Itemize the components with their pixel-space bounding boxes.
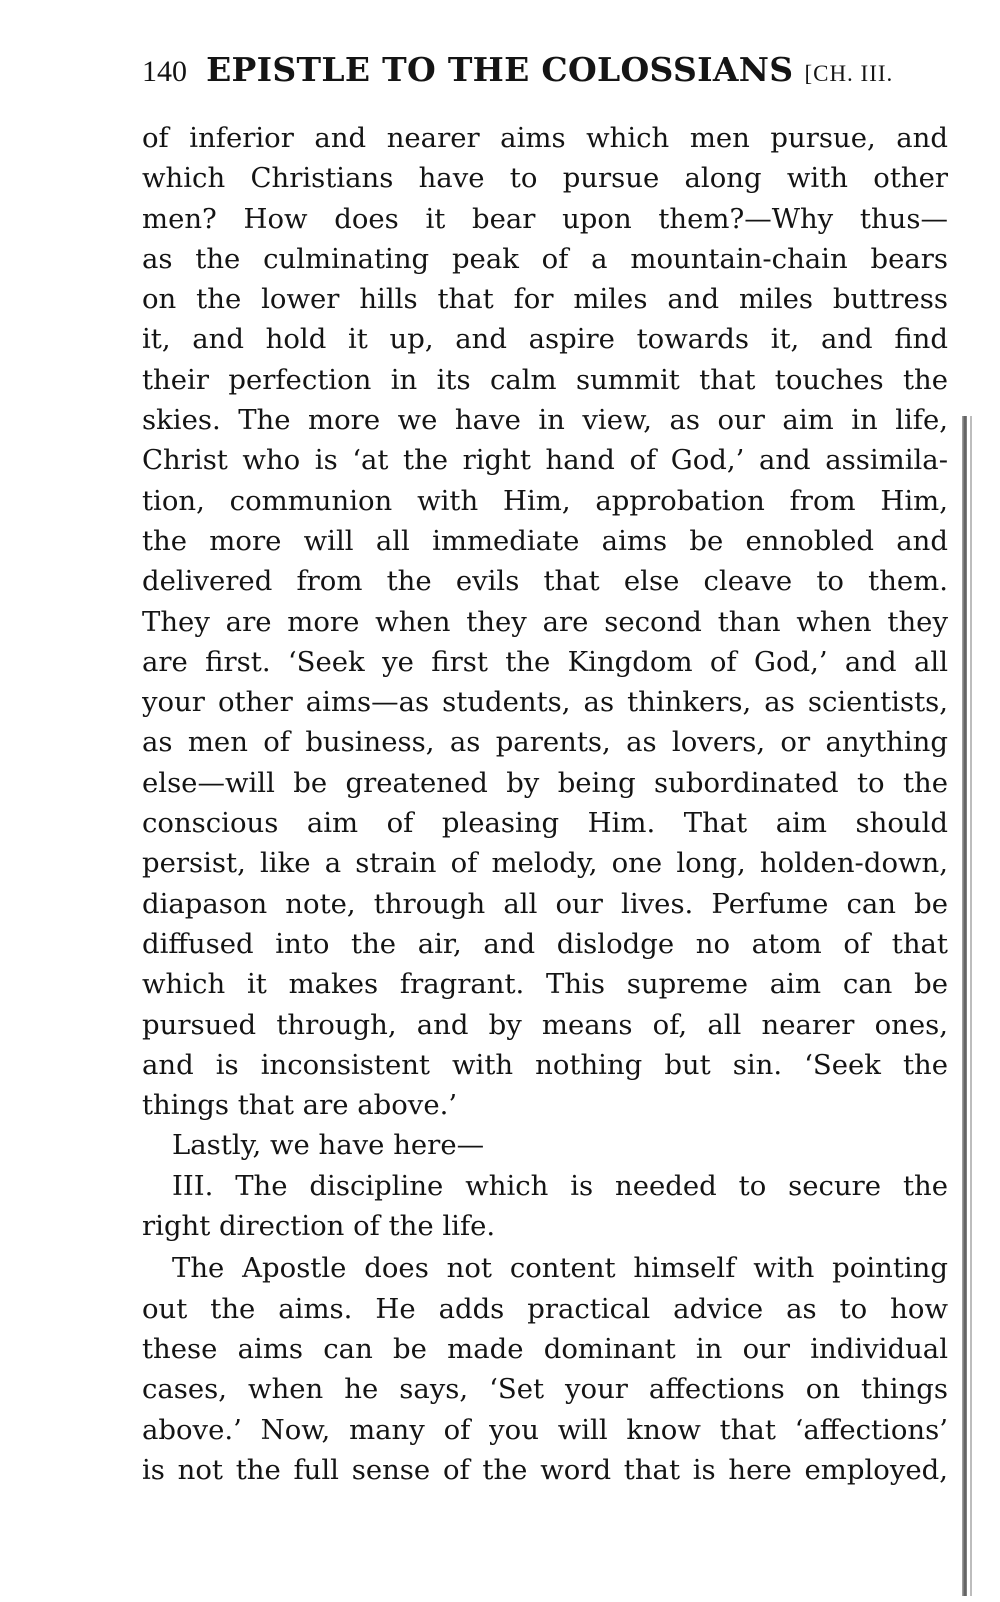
text-line: Lastly, we have here— [172, 1129, 485, 1162]
text-line: pursued through, and by means of, all nearer ones, [142, 1008, 948, 1041]
text-line: skies. The more we have in view, as our aim in life, [142, 404, 948, 437]
text-line: Christ who is ‘at the right hand of God,’ and assimila- [142, 444, 948, 477]
chapter-reference: [CH. III. [804, 61, 894, 86]
text-line: which it makes fragrant. This supreme aim can be [142, 968, 948, 1001]
text-line: men? How does it bear upon them?—Why thus— [142, 202, 948, 235]
text-line: diapason note, through all our lives. Perfume can be [142, 887, 948, 920]
page-binding-edge [962, 416, 967, 1596]
text-line: things that are above.’ [142, 1089, 458, 1122]
text-line: your other aims—as students, as thinkers, as scientists, [142, 686, 948, 719]
text-line: cases, when he says, ‘Set your affections on things [142, 1373, 948, 1406]
text-line: on the lower hills that for miles and miles buttress [142, 283, 948, 316]
page-header [142, 50, 954, 100]
text-line: persist, like a strain of melody, one long, holden-down, [142, 847, 948, 880]
page-binding-shadow [970, 416, 972, 1596]
text-line: these aims can be made dominant in our individual [142, 1332, 948, 1365]
text-line: of inferior and nearer aims which men pursue, and [142, 122, 948, 154]
text-line: out the aims. He adds practical advice as to how [142, 1292, 948, 1325]
text-line: tion, communion with Him, approbation from Him, [142, 484, 948, 517]
text-line: diffused into the air, and dislodge no atom of that [142, 927, 948, 960]
body-text [142, 118, 948, 1490]
text-line: their perfection in its calm summit that touches the [142, 363, 948, 396]
section-heading-line: right direction of the life. [142, 1210, 496, 1243]
text-line: They are more when they are second than when they [142, 605, 948, 638]
text-line: above.’ Now, many of you will know that ‘affections’ [142, 1413, 948, 1446]
text-line: it, and hold it up, and aspire towards it, and find [142, 323, 948, 356]
text-line: which Christians have to pursue along with other [142, 162, 948, 195]
page-number: 140 [142, 55, 187, 88]
text-line: as men of business, as parents, as lovers, or anything [142, 726, 948, 759]
text-line: and is inconsistent with nothing but sin. ‘Seek the [142, 1048, 948, 1081]
text-line: The Apostle does not content himself with pointing [172, 1252, 948, 1285]
section-heading-line: III. The discipline which is needed to secure the [172, 1169, 948, 1202]
text-line: is not the full sense of the word that is here employed, [142, 1453, 948, 1486]
text-line: conscious aim of pleasing Him. That aim should [142, 807, 948, 840]
text-line: as the culminating peak of a mountain-chain bears [142, 242, 948, 275]
text-line: are first. ‘Seek ye first the Kingdom of God,’ and all [142, 645, 948, 678]
text-line: else—will be greatened by being subordinated to the [142, 766, 948, 799]
text-line: delivered from the evils that else cleave to them. [142, 565, 948, 598]
text-line: the more will all immediate aims be ennobled and [142, 524, 948, 557]
running-title: EPISTLE TO THE COLOSSIANS [206, 50, 794, 89]
